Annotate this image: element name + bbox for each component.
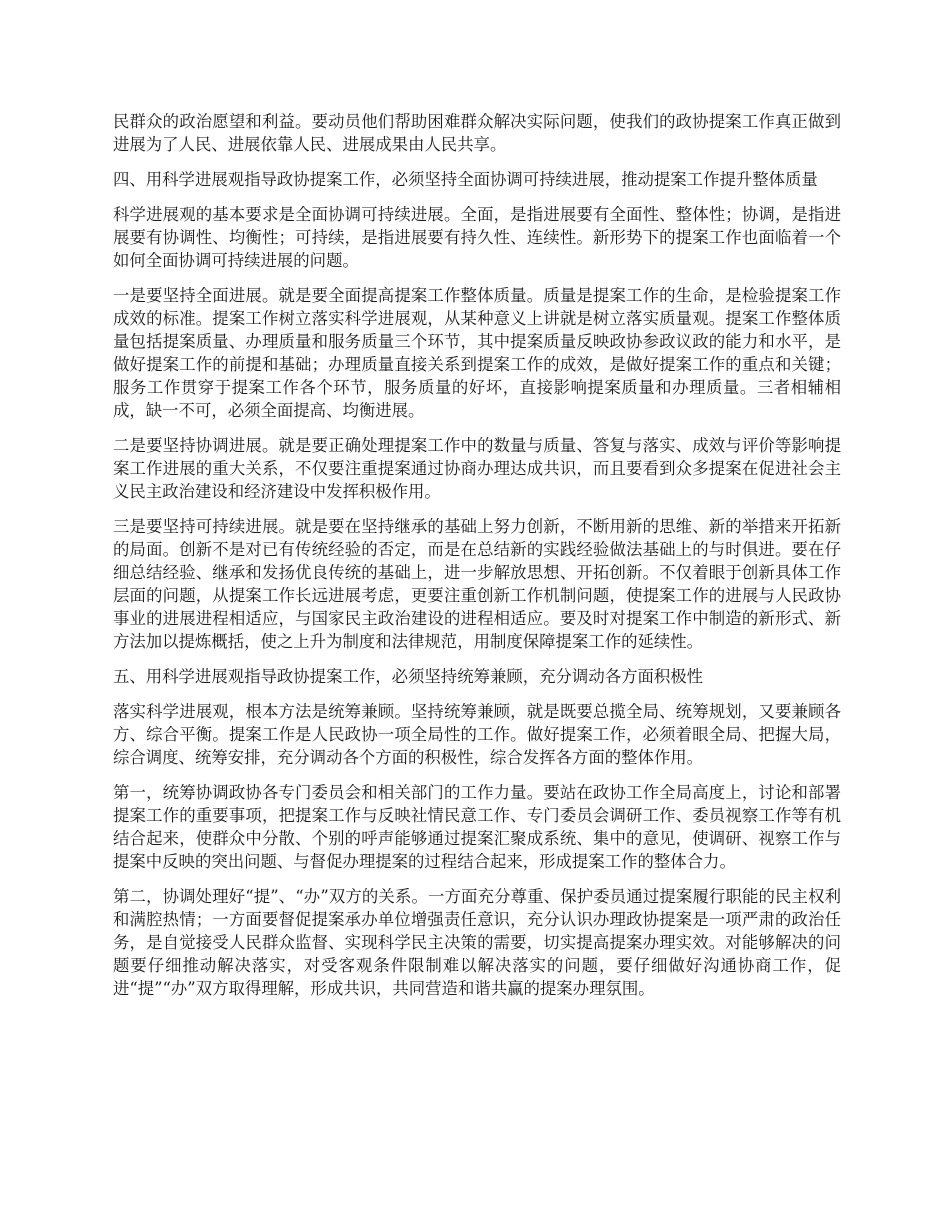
paragraph-8: 落实科学进展观，根本方法是统筹兼顾。坚持统筹兼顾，就是既要总揽全局、统筹规划，又要兼顾各方、综合平衡。提案工作是人民政协一项全局性的工作。做好提案工作，必须着眼全局、把握大局，综合调度、统筹安排，充分调动各个方面的积极性，综合发挥各方面的整体作用。 <box>113 702 841 767</box>
paragraph-5: 二是要坚持协调进展。就是要正确处理提案工作中的数量与质量、答复与落实、成效与评价等影响提案工作进展的重大关系，不仅要注重提案通过协商办理达成共识，而且要看到众多提案在促进社会主义民主政治建设和经济建设中发挥积极作用。 <box>113 436 841 501</box>
paragraph-9: 第一，统筹协调政协各专门委员会和相关部门的工作力量。要站在政协工作全局高度上，讨论和部署提案工作的重要事项，把提案工作与反映社情民意工作、专门委员会调研工作、委员视察工作等有机结合起来，使群众中分散、个别的呼声能够通过提案汇聚成系统、集中的意见，使调研、视察工作与提案中反映的突出问题、与督促办理提案的过程结合起来，形成提案工作的整体合力。 <box>113 783 841 871</box>
paragraph-4: 一是要坚持全面进展。就是要全面提高提案工作整体质量。质量是提案工作的生命，是检验提案工作成效的标准。提案工作树立落实科学进展观，从某种意义上讲就是树立落实质量观。提案工作整体质量包括提案质量、办理质量和服务质量三个环节，其中提案质量反映政协参政议政的能力和水平，是做好提案工作的前提和基础；办理质量直接关系到提案工作的成效，是做好提案工作的重点和关键；服务工作贯穿于提案工作各个环节，服务质量的好坏，直接影响提案质量和办理质量。三者相辅相成，缺一不可，必须全面提高、均衡进展。 <box>113 286 841 420</box>
paragraph-10: 第二，协调处理好“提”、“办”双方的关系。一方面充分尊重、保护委员通过提案履行职能的民主权利和满腔热情；一方面要督促提案承办单位增强责任意识，充分认识办理政协提案是一项严肃的政治任务，是自觉接受人民群众监督、实现科学民主决策的需要，切实提高提案办理实效。对能够解决的问题要仔细推动解决落实，对受客观条件限制难以解决落实的问题，要仔细做好沟通协商工作，促进“提”“办”双方取得理解，形成共识，共同营造和谐共赢的提案办理氛围。 <box>113 887 841 998</box>
paragraph-3: 科学进展观的基本要求是全面协调可持续进展。全面，是指进展要有全面性、整体性；协调，是指进展要有协调性、均衡性；可持续，是指进展要有持久性、连续性。新形势下的提案工作也面临着一个如何全面协调可持续进展的问题。 <box>113 205 841 270</box>
paragraph-6: 三是要坚持可持续进展。就是要在坚持继承的基础上努力创新，不断用新的思维、新的举措来开拓新的局面。创新不是对已有传统经验的否定，而是在总结新的实践经验做法基础上的与时俱进。要在仔细总结经验、继承和发扬优良传统的基础上，进一步解放思想、开拓创新。不仅着眼于创新具体工作层面的问题，从提案工作长远进展考虑，更要注重创新工作机制问题，使提案工作的进展与人民政协事业的进展进程相适应，与国家民主政治建设的进程相适应。要及时对提案工作中制造的新形式、新方法加以提炼概括，使之上升为制度和法律规范，用制度保障提案工作的延续性。 <box>113 517 841 651</box>
document-body <box>113 110 841 1012</box>
section-heading-5: 五、用科学进展观指导政协提案工作，必须坚持统筹兼顾，充分调动各方面积极性 <box>113 667 704 686</box>
paragraph-1: 民群众的政治愿望和利益。要动员他们帮助困难群众解决实际问题，使我们的政协提案工作真正做到进展为了人民、进展依靠人民、进展成果由人民共享。 <box>113 112 841 154</box>
section-heading-4: 四、用科学进展观指导政协提案工作，必须坚持全面协调可持续进展，推动提案工作提升整体质量 <box>113 170 818 189</box>
